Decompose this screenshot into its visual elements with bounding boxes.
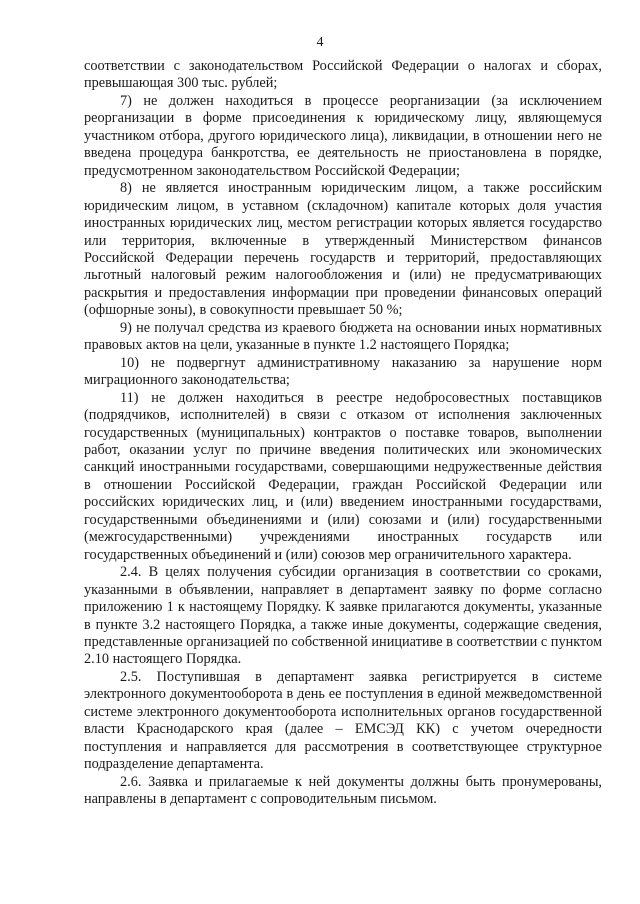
document-body	[84, 58, 602, 808]
paragraph-item-7: 7) не должен находиться в процессе реорганизации (за исключением реорганизации в форме присоединения к юридическому лицу, являющемуся участником отбора, другого юридического лица), ликвидации, в отношении него не введена процедура банкротства, ее деятельность не приостановлена в порядке, предусмотренном законодательством Российской Федерации;	[84, 92, 602, 179]
paragraph-item-10: 10) не подвергнут административному наказанию за нарушение норм миграционного законодательства;	[84, 354, 602, 389]
paragraph-section-2-6: 2.6. Заявка и прилагаемые к ней документы должны быть пронумерованы, направлены в департамент с сопроводительным письмом.	[84, 773, 602, 808]
page-number: 4	[316, 35, 324, 50]
paragraph-item-11: 11) не должен находиться в реестре недобросовестных поставщиков (подрядчиков, исполнителей) в связи с отказом от исполнения заключенных государственных (муниципальных) контрактов о поставке товаров, выполнении работ, оказании услуг по причине введения политических или экономических санкций иностранными государствами, совершающими недружественные действия в отношении Российской Федерации, граждан Российской Федерации или российских юридических лиц, и (или) введением иностранными государствами, государственными объединениями и (или) союзами и (или) государственными (межгосударственными) учреждениями иностранных государств или государственных объединений и (или) союзов мер ограничительного характера.	[84, 389, 602, 563]
paragraph-continuation: соответствии с законодательством Российской Федерации о налогах и сборах, превышающая 300 тыс. рублей;	[84, 58, 602, 92]
paragraph-section-2-5: 2.5. Поступившая в департамент заявка регистрируется в системе электронного документооборота в день ее поступления в единой межведомственной системе электронного документооборота исполнительных органов государственной власти Краснодарского края (далее – ЕМСЭД КК) с учетом очередности поступления и направляется для рассмотрения в соответствующее структурное подразделение департамента.	[84, 668, 602, 773]
paragraph-item-9: 9) не получал средства из краевого бюджета на основании иных нормативных правовых актов на цели, указанные в пункте 1.2 настоящего Порядка;	[84, 319, 602, 354]
paragraph-section-2-4: 2.4. В целях получения субсидии организация в соответствии со сроками, указанными в объявлении, направляет в департамент заявку по форме согласно приложению 1 к настоящему Порядку. К заявке прилагаются документы, указанные в пункте 3.2 настоящего Порядка, а также иные документы, содержащие сведения, представленные организацией по собственной инициативе в соответствии с пунктом 2.10 настоящего Порядка.	[84, 564, 602, 668]
paragraph-item-8: 8) не является иностранным юридическим лицом, а также российским юридическим лицом, в уставном (складочном) капитале которых доля участия иностранных юридических лиц, местом регистрации которых является государство или территория, включенные в утвержденный Министерством финансов Российской Федерации перечень государств и территорий, предоставляющих льготный налоговый режим налогообложения и (или) не предусматривающих раскрытия и предоставления информации при проведении финансовых операций (офшорные зоны), в совокупности превышает 50 %;	[84, 180, 602, 319]
